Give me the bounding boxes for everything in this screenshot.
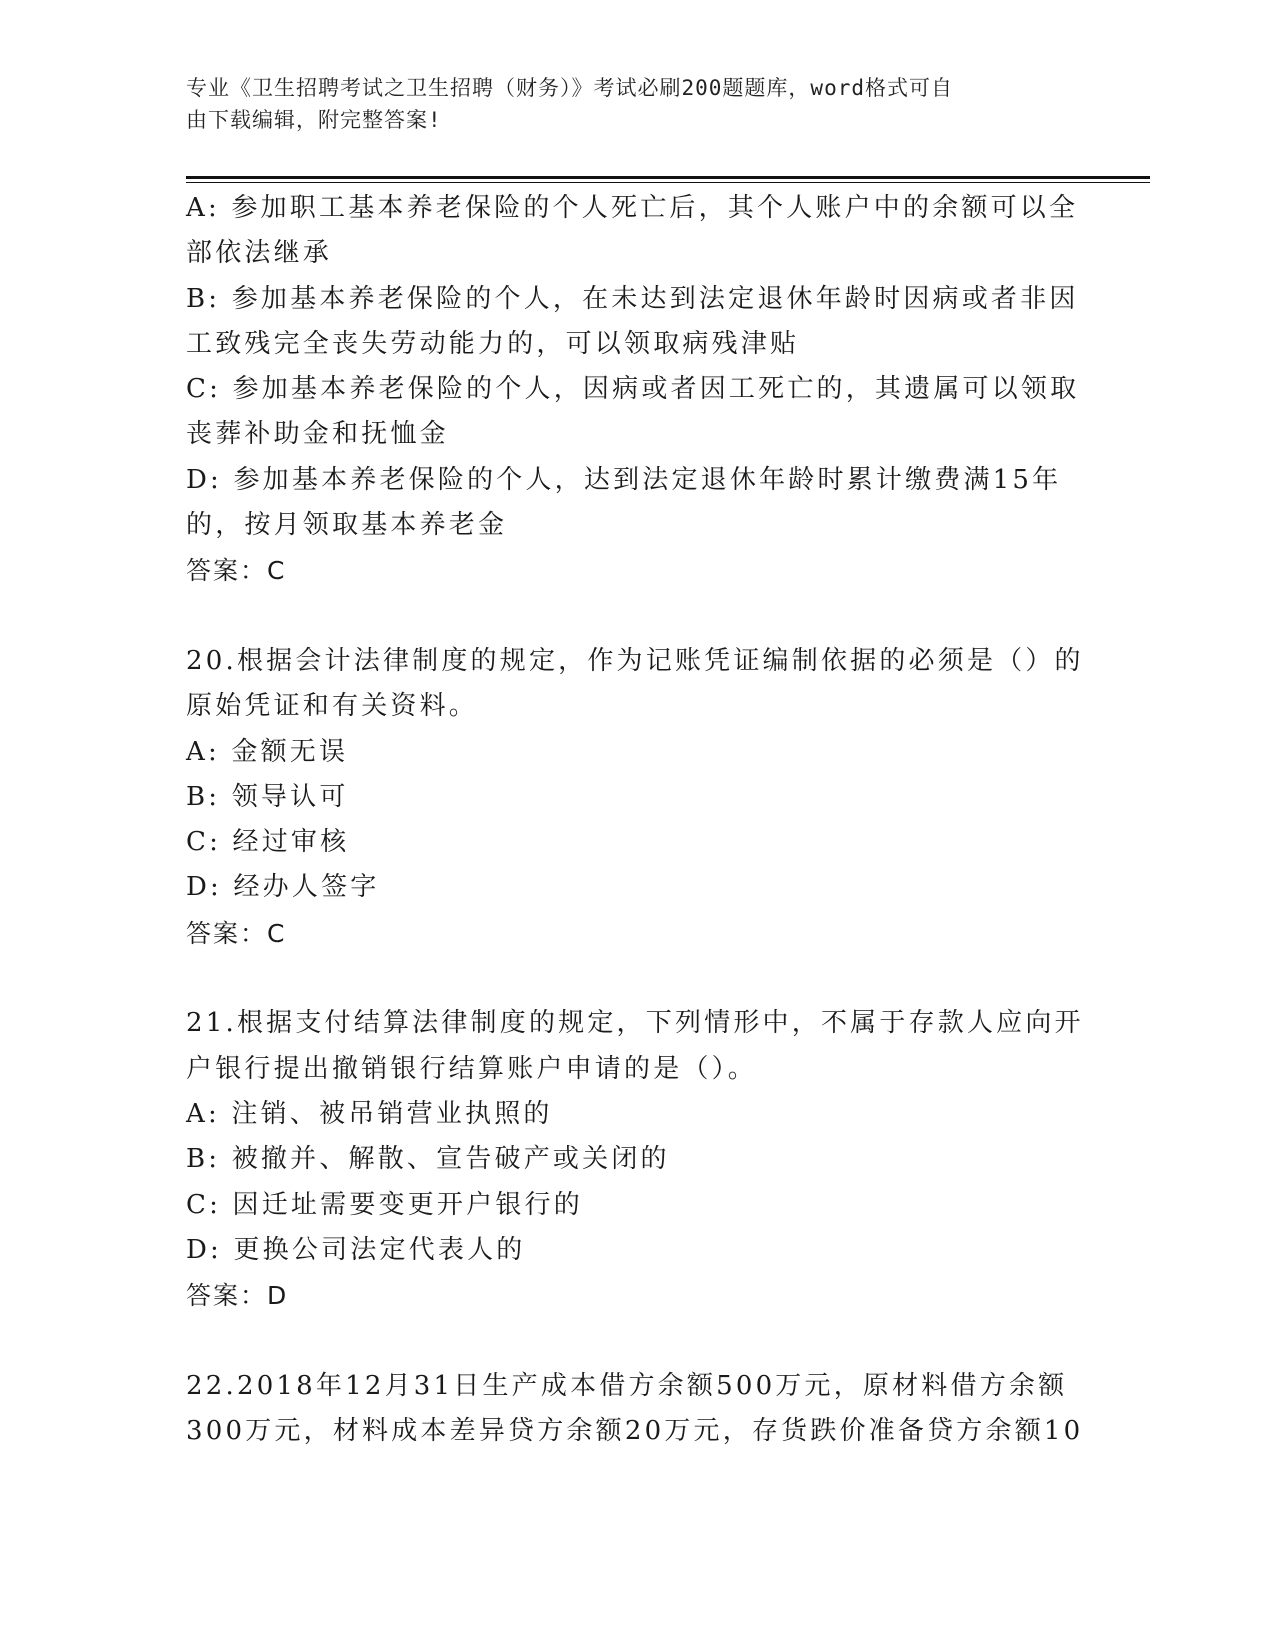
question-21 <box>186 1001 1084 1318</box>
header-divider-thin <box>186 182 1150 183</box>
question-21-line-1: 21.根据支付结算法律制度的规定，下列情形中，不属于存款人应向开 <box>186 1008 1084 1039</box>
question-20-line-1: 20.根据会计法律制度的规定，作为记账凭证编制依据的必须是（）的 <box>186 645 1084 676</box>
option-c: C: 因迁址需要变更开户银行的 <box>186 1189 583 1220</box>
question-20-line-2: 原始凭证和有关资料。 <box>186 691 479 722</box>
option-a-line-2: 部依法继承 <box>186 238 333 269</box>
option-a: A: 金额无误 <box>186 736 349 767</box>
option-d-line-1: D: 参加基本养老保险的个人，达到法定退休年龄时累计缴费满15年 <box>186 464 1062 495</box>
question-20 <box>186 639 1084 956</box>
spacer <box>186 594 1066 639</box>
question-19-options <box>186 186 1080 594</box>
question-21-line-2: 户银行提出撤销银行结算账户申请的是（）。 <box>186 1053 758 1084</box>
spacer <box>186 956 1066 1001</box>
question-22-line-1: 22.2018年12月31日生产成本借方余额500万元，原材料借方余额 <box>186 1370 1068 1401</box>
option-b: B: 被撤并、解散、宣告破产或关闭的 <box>186 1144 670 1175</box>
question-22 <box>186 1364 1084 1455</box>
option-b-line-1: B: 参加基本养老保险的个人，在未达到法定退休年龄时因病或者非因 <box>186 283 1079 314</box>
option-d: D: 经办人签字 <box>186 872 380 903</box>
spacer <box>186 1318 1066 1363</box>
answer-20: 答案：C <box>186 918 287 948</box>
option-d: D: 更换公司法定代表人的 <box>186 1234 526 1265</box>
answer-21: 答案：D <box>186 1281 289 1311</box>
question-22-line-2: 300万元，材料成本差异贷方余额20万元，存货跌价准备贷方余额10 <box>186 1416 1084 1447</box>
option-b: B: 领导认可 <box>186 781 349 812</box>
header-line-1: 专业《卫生招聘考试之卫生招聘（财务）》考试必刷200题题库，word格式可自 <box>186 76 953 100</box>
header-line-2: 由下载编辑，附完整答案! <box>186 108 442 132</box>
option-c-line-2: 丧葬补助金和抚恤金 <box>186 419 449 450</box>
question-list <box>186 186 1084 1454</box>
option-b-line-2: 工致残完全丧失劳动能力的，可以领取病残津贴 <box>186 328 800 359</box>
option-c: C: 经过审核 <box>186 827 350 858</box>
answer-19: 答案：C <box>186 556 287 586</box>
option-a: A: 注销、被吊销营业执照的 <box>186 1098 553 1129</box>
option-d-line-2: 的，按月领取基本养老金 <box>186 510 508 541</box>
header-divider-thick <box>186 176 1150 179</box>
option-a-line-1: A: 参加职工基本养老保险的个人死亡后，其个人账户中的余额可以全 <box>186 193 1079 223</box>
page-header <box>186 72 1066 136</box>
option-c-line-1: C: 参加基本养老保险的个人，因病或者因工死亡的，其遗属可以领取 <box>186 374 1080 405</box>
